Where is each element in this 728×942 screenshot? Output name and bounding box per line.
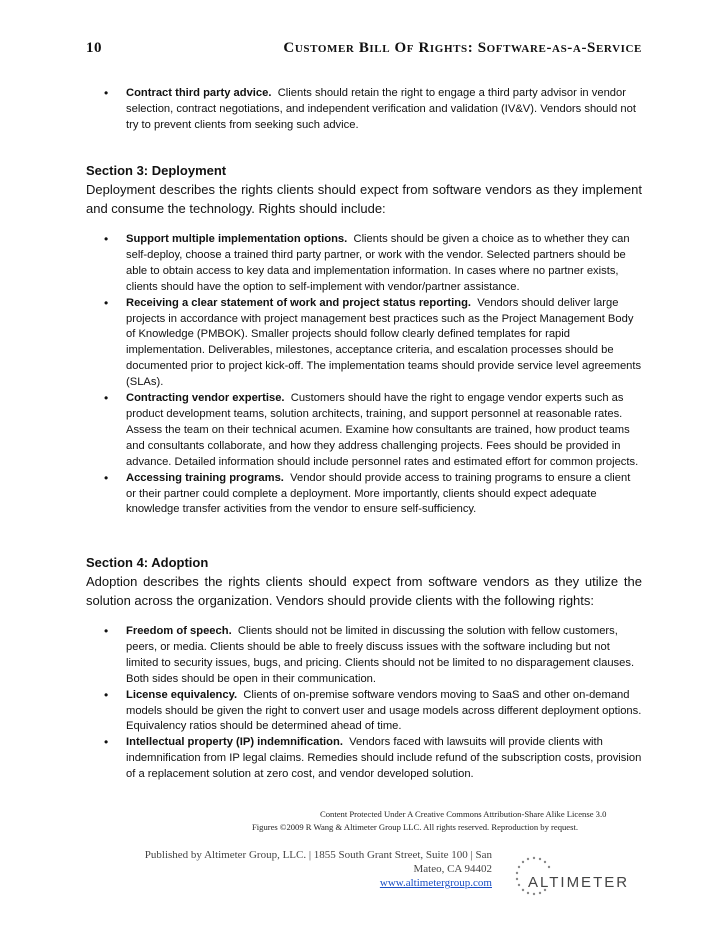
bullet-lead: Freedom of speech. (126, 625, 232, 637)
bullet-text: Clients should be given a choice as to whether they can self-deploy, choose a trained third party partner, or work with the vendor. Selected partners should be able to obtain access to key data and implementation information. In cases where no partner exists, clients should have the option to self-implement with vendor/partner assistance. (126, 233, 630, 293)
bullet-lead: Accessing training programs. (126, 471, 284, 484)
list-item (86, 688, 642, 736)
list-item (86, 471, 642, 519)
bullet-text: Vendor should provide access to training programs to ensure a client or their partner could complete a deployment. More importantly, clients should expect adequate knowledge transfer activities from the vendor to ensure self-sufficiency. (126, 471, 631, 516)
bullet-text: Vendors should deliver large projects in accordance with project management best practices such as the Project Management Body of Knowledge (PMBOK). Smaller projects should follow clearly defined templates for rapid implementation. Deliverables, milestones, acceptance criteria, and escalation processes should be documented prior to project kick-off. The implementation teams should provide service level agreements (SLAs). (126, 296, 642, 389)
bullet-lead: Support multiple implementation options. (126, 233, 348, 245)
bullet-icon: • (104, 624, 109, 638)
section-intro: Deployment describes the rights clients should expect from software vendors as they implement and consume the technology. Rights should include: (86, 182, 642, 216)
bullet-text: Vendors faced with lawsuits will provide clients with indemnification from IP legal claims. Remedies should include refund of the subscription costs, provision of a replacement solution at zero cost, and vendor developed solution. (126, 736, 642, 781)
logo-wordmark: ALTIMETER (528, 874, 630, 891)
bullet-lead: Receiving a clear statement of work and project status reporting. (126, 296, 472, 309)
list-item (86, 391, 642, 471)
bullet-text: Clients of on-premise software vendors moving to SaaS and other on-demand models should be given the right to convert user and usage models across different deployment options. Equivalency ratios should be determined ahead of time. (126, 688, 642, 733)
section-intro: Adoption describes the rights clients should expect from software vendors as they utilize the solution across the organization. Vendors should provide clients with the following rights: (86, 574, 642, 608)
bullet-lead: Intellectual property (IP) indemnification. (126, 736, 343, 749)
section-3-bullets (86, 232, 642, 518)
list-item (86, 86, 642, 134)
bullet-icon: • (104, 687, 109, 702)
publisher-website-link[interactable]: www.altimetergroup.com (379, 877, 492, 889)
top-bullet-block (86, 86, 642, 134)
license-line-2: Figures ©2009 R Wang & Altimeter Group LLC. All rights reserved. Reproduction by request. (252, 822, 578, 832)
bullet-icon: • (104, 232, 109, 246)
license-line-1: Content Protected Under A Creative Commons Attribution-Share Alike License 3.0 (320, 809, 607, 819)
bullet-icon: • (104, 470, 109, 485)
list-item (86, 296, 642, 391)
altimeter-logo (508, 852, 638, 900)
page-header (86, 40, 642, 60)
list-item (86, 624, 642, 688)
top-bullet-list (86, 86, 642, 134)
bullet-icon: • (104, 391, 109, 406)
publisher-footer (90, 848, 492, 890)
bullet-icon: • (104, 86, 109, 100)
section-3 (86, 162, 642, 518)
section-title: Section 3: Deployment (86, 163, 227, 178)
page-number: 10 (86, 40, 102, 56)
section-title: Section 4: Adoption (86, 555, 209, 570)
publisher-address-line-2: Mateo, CA 94402 (413, 863, 492, 875)
bullet-text: Customers should have the right to engage vendor experts such as product development teams, solution architects, training, and support personnel at reasonable rates. Assess the team on their technical acumen. Examine how consultants are trained, how product teams and consultants collaborate, and how they address challenging projects. Fees should be provided in advance. Detailed information should include personnel rates and estimated effort for common projects. (126, 392, 639, 468)
publisher-address-line-1: Published by Altimeter Group, LLC. | 1855 South Grant Street, Suite 100 | San (144, 849, 492, 861)
running-title: Customer Bill Of Rights: Software-as-a-Service (283, 40, 642, 56)
bullet-text: Clients should retain the right to engage a third party advisor in vendor selection, contract negotiations, and independent verification and validation (IV&V). Vendors should not try to prevent clients from seeking such advice. (126, 87, 636, 131)
bullet-lead: Contracting vendor expertise. (126, 392, 285, 405)
list-item (86, 735, 642, 783)
bullet-lead: Contract third party advice. (126, 87, 272, 99)
bullet-icon: • (104, 735, 109, 750)
bullet-icon: • (104, 295, 109, 310)
bullet-lead: License equivalency. (126, 688, 238, 701)
section-4 (86, 554, 642, 783)
bullet-text: Clients should not be limited in discussing the solution with fellow customers, peers, or media. Clients should be able to freely discuss issues with the software including but not limited to security issues, bugs, and pricing. Clients should not be limited to no disparagement clauses. Both sides should be open in their communication. (126, 625, 635, 685)
list-item (86, 232, 642, 296)
section-4-bullets (86, 624, 642, 783)
